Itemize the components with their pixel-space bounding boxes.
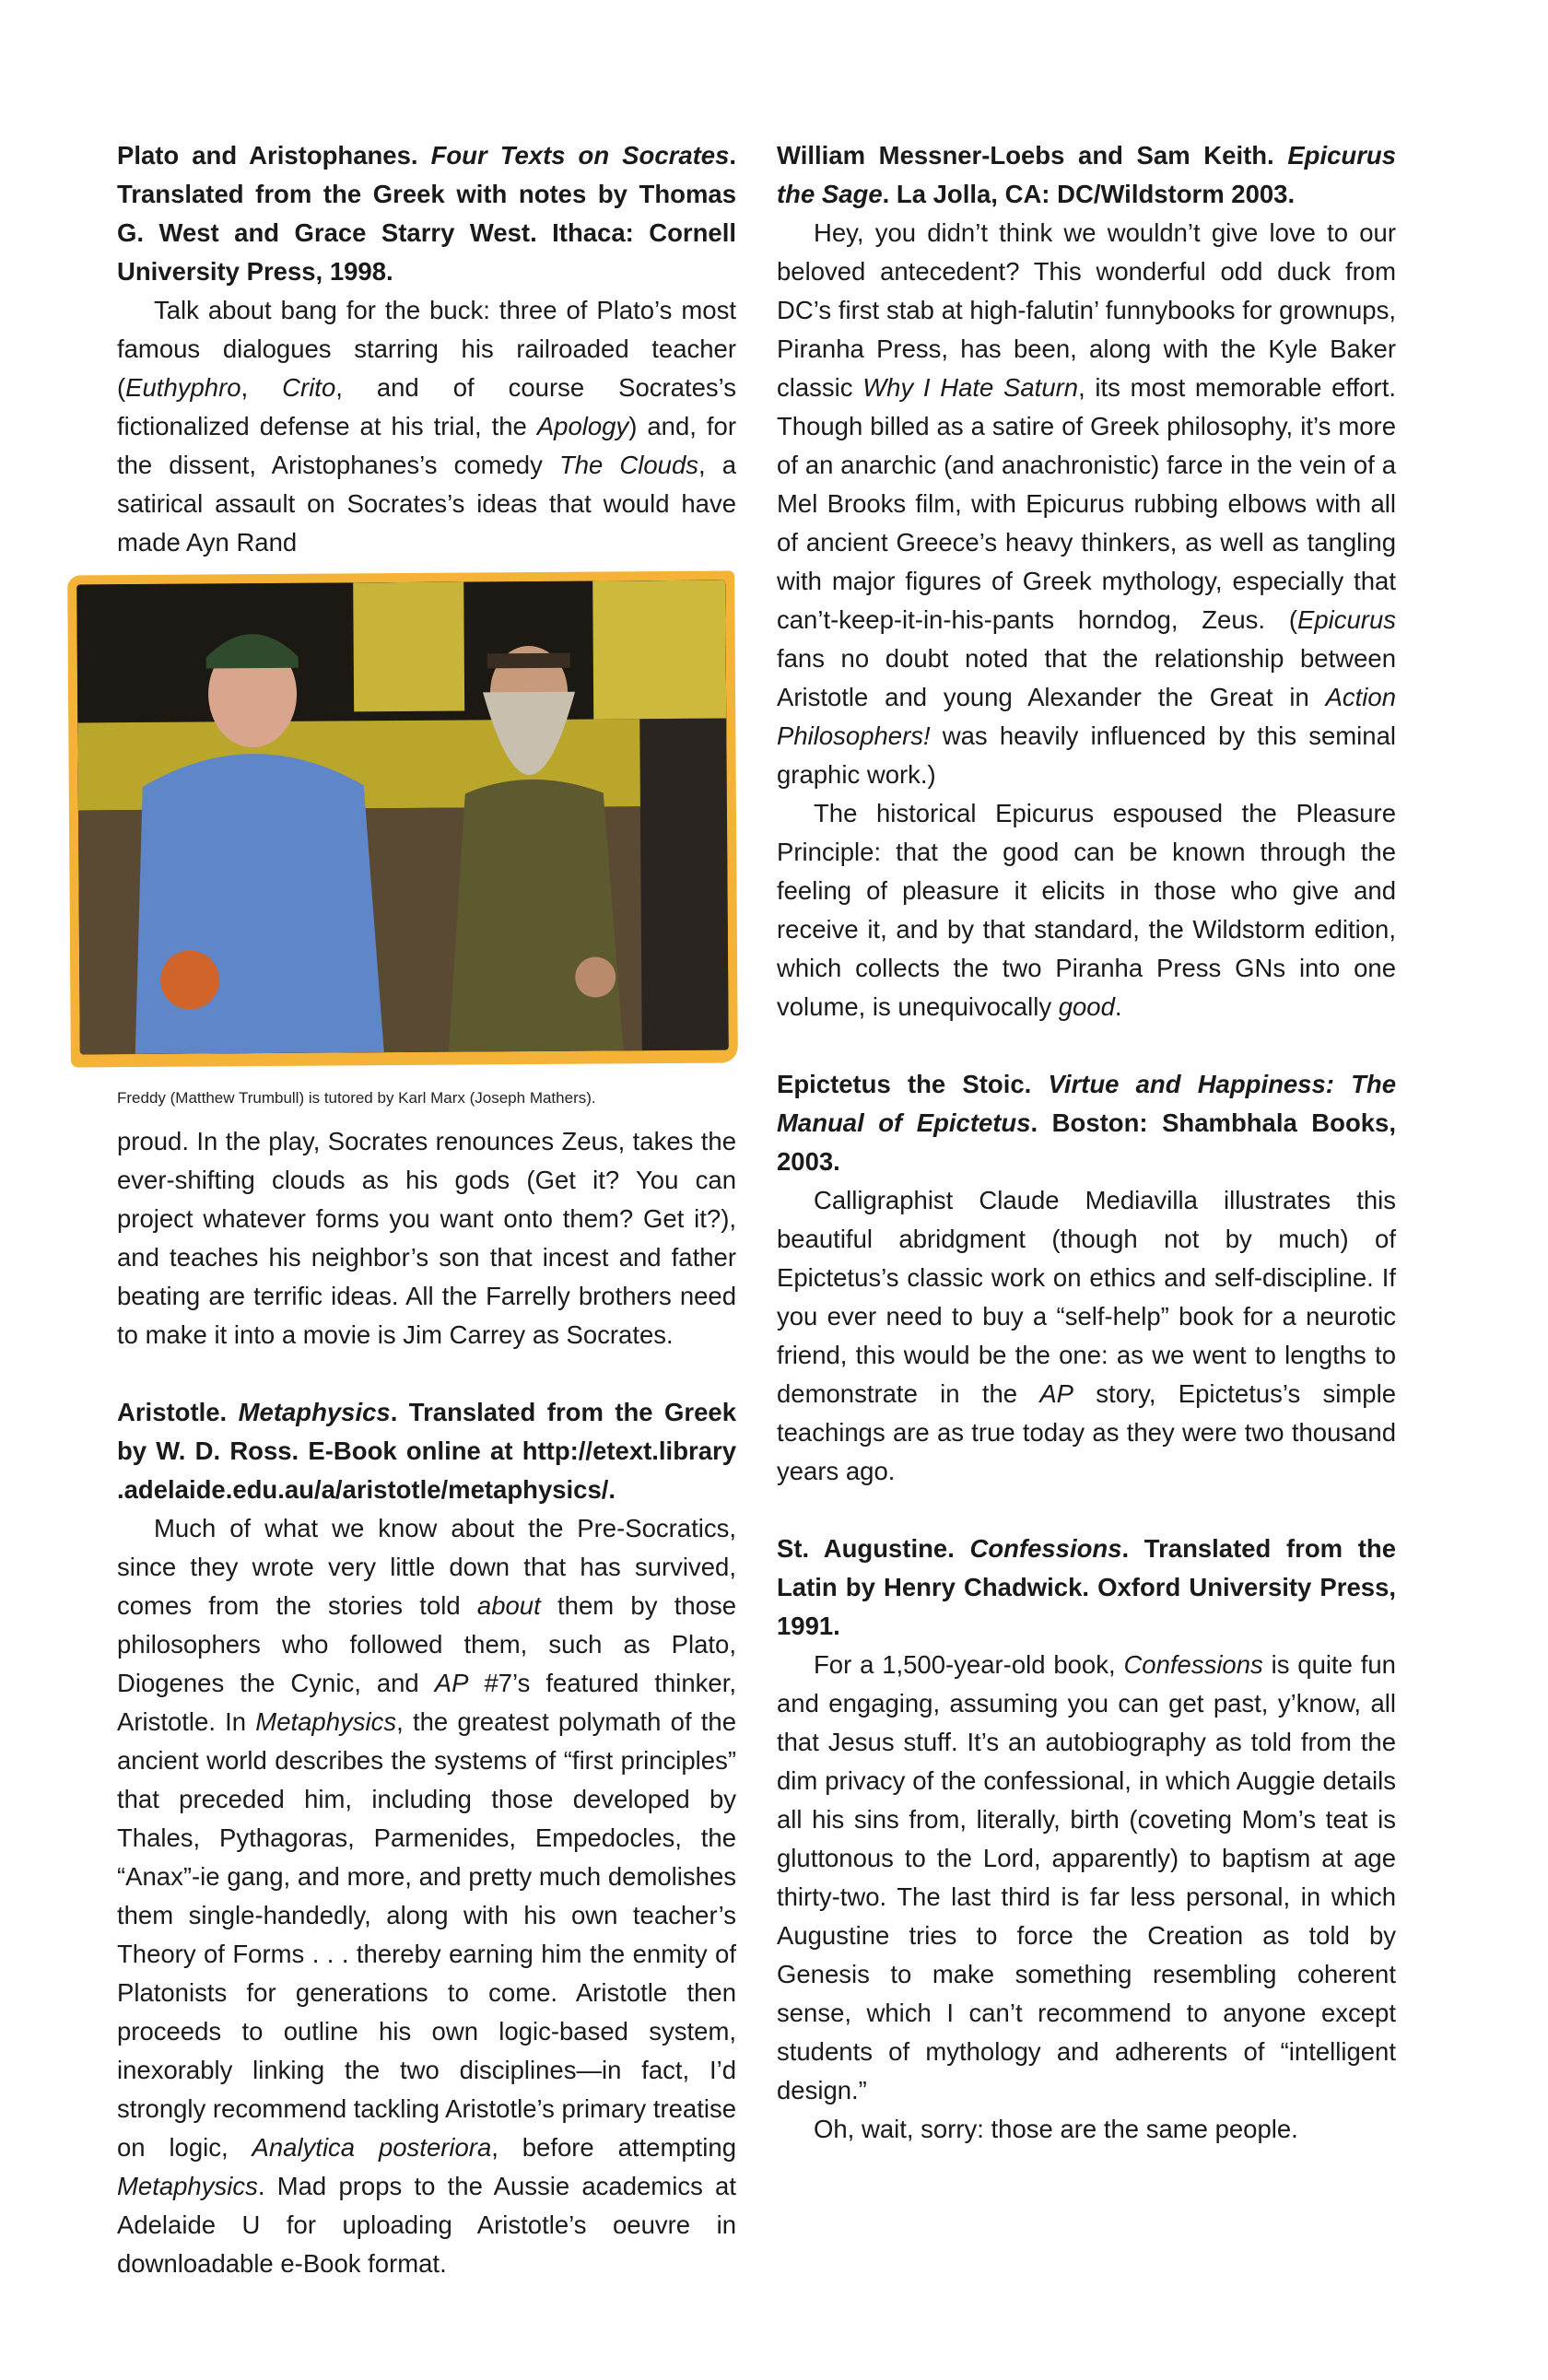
entry-heading bbox=[777, 136, 1396, 214]
entry-title: Epicurus the Sage bbox=[777, 141, 1396, 208]
entry-author: William Messner-Loebs and Sam Keith. bbox=[777, 141, 1274, 170]
entry-heading bbox=[777, 1065, 1396, 1181]
entry-publication: . Boston: Shambhala Books, 2003. bbox=[777, 1108, 1396, 1176]
entry-title: Four Texts on Socrates bbox=[430, 141, 730, 170]
entry-author: Aristotle. bbox=[117, 1398, 228, 1426]
photo-caption: Freddy (Matthew Trumbull) is tutored by Karl Marx (Joseph Mathers). bbox=[117, 1089, 596, 1107]
entry-paragraph: Oh, wait, sorry: those are the same people. bbox=[814, 2115, 1298, 2143]
entry-heading bbox=[117, 136, 736, 291]
entry-plato-aristophanes bbox=[117, 136, 736, 1354]
stage-photo bbox=[76, 580, 729, 1055]
entry-epictetus bbox=[777, 1065, 1396, 1491]
entry-title: Confessions bbox=[969, 1534, 1122, 1563]
entry-epicurus-the-sage bbox=[777, 136, 1396, 1026]
photo-frame bbox=[67, 570, 738, 1067]
entry-publication: . Translated from the Latin by Henry Chadwick. Oxford University Press, 1991. bbox=[777, 1534, 1396, 1640]
photo-figure bbox=[69, 573, 747, 1080]
left-column bbox=[117, 136, 736, 2283]
entry-paragraph: proud. In the play, Socrates renounces Zeus, takes the ever-shifting clouds as his gods (Get it? You can project whatever forms you want onto them? Get it?), and teaches his neighbor’s son that incest and father beating are terrific ideas. All the Farrelly brothers need to make it into a movie is Jim Carrey as Socrates. bbox=[117, 1127, 736, 1349]
entry-paragraph: Talk about bang for the buck: three of Plato’s most famous dialogues starring his railroaded teacher (Euthyphro, Crito, and of course Socrates’s fictionalized defense at his trial, the Apology) and, for the dissent, Aristophanes’s comedy The Clouds, a satirical assault on Socrates’s ideas that would have made Ayn Rand bbox=[117, 296, 737, 557]
entry-augustine bbox=[777, 1530, 1396, 2149]
entry-title: Virtue and Happiness: The Manual of Epictetus bbox=[777, 1070, 1397, 1137]
entry-paragraph: For a 1,500-year-old book, Confessions is quite fun and engaging, assuming you can get past, y’know, all that Jesus stuff. It’s an autobiography as told from the dim privacy of the confessional, in which Auggie details all his sins from, literally, birth (coveting Mom’s teat is gluttonous to the Lord, apparently) to baptism at age thirty-two. The last third is far less personal, in which Augustine tries to force the Creation as told by Genesis to make something resembling coherent sense, which I can’t recommend to anyone except students of mythology and adherents of “intelligent design.” bbox=[777, 1650, 1396, 2104]
entry-author: Epictetus the Stoic. bbox=[777, 1070, 1032, 1098]
entry-paragraph: The historical Epicurus espoused the Pleasure Principle: that the good can be known through the feeling of pleasure it elicits in those who give and receive it, and by that standard, the Wildstorm edition, which collects the two Piranha Press GNs into one volume, is unequivocally good. bbox=[777, 799, 1396, 1021]
entry-publication: . Translated from the Greek with notes by Thomas G. West and Grace Starry West. Ithaca: Cornell University Press, 1998. bbox=[117, 141, 736, 286]
entry-title: Metaphysics bbox=[238, 1398, 391, 1426]
stage-photo-illustration bbox=[76, 580, 729, 1055]
entry-author: St. Augustine. bbox=[777, 1534, 955, 1563]
entry-heading bbox=[117, 1393, 736, 1509]
entry-heading bbox=[777, 1530, 1396, 1646]
right-column bbox=[777, 136, 1396, 2149]
entry-publication: . La Jolla, CA: DC/Wildstorm 2003. bbox=[882, 180, 1296, 208]
entry-aristotle bbox=[117, 1393, 736, 2283]
entry-paragraph: Hey, you didn’t think we wouldn’t give love to our beloved antecedent? This wonderful odd duck from DC’s first stab at high-falutin’ funnybooks for grownups, Piranha Press, has been, along with the Kyle Baker classic Why I Hate Saturn, its most memorable effort. Though billed as a satire of Greek philosophy, it’s more of an anarchic (and anachronistic) farce in the vein of a Mel Brooks film, with Epicurus rubbing elbows with all of ancient Greece’s heavy thinkers, as well as tangling with major figures of Greek mythology, especially that can’t-keep-it-in-his-pants horndog, Zeus. (Epicurus fans no doubt noted that the relationship between Aristotle and young Alexander the Great in Action Philosophers! was heavily influenced by this seminal graphic work.) bbox=[777, 218, 1396, 789]
entry-publication: . Translated from the Greek by W. D. Ross. E-Book online at http://etext.library .adelaide.edu.au/a/aristotle/metaphysics/. bbox=[117, 1398, 737, 1504]
entry-author: Plato and Aristophanes. bbox=[117, 141, 418, 170]
entry-paragraph: Calligraphist Claude Mediavilla illustrates this beautiful abridgment (though not by much) of Epictetus’s classic work on ethics and self-discipline. If you ever need to buy a “self-help” book for a neurotic friend, this would be the one: as we went to lengths to demonstrate in the AP story, Epictetus’s simple teachings are as true today as they were two thousand years ago. bbox=[777, 1186, 1397, 1485]
entry-paragraph: Much of what we know about the Pre-Socratics, since they wrote very little down that has survived, comes from the stories told about them by those philosophers who followed them, such as Plato, Diogenes the Cynic, and AP #7’s featured thinker, Aristotle. In Metaphysics, the greatest polymath of the ancient world describes the systems of “first principles” that preceded him, including those developed by Thales, Pythagoras, Parmenides, Empedocles, the “Anax”-ie gang, and more, and pretty much demolishes them single-handedly, along with his own teacher’s Theory of Forms . . . thereby earning him the enmity of Platonists for generations to come. Aristotle then proceeds to outline his own logic-based system, inexorably linking the two disciplines—in fact, I’d strongly recommend tackling Aristotle’s primary treatise on logic, Analytica posteriora, before attempting Metaphysics. Mad props to the Aussie academics at Adelaide U for uploading Aristotle’s oeuvre in downloadable e-Book format. bbox=[117, 1514, 736, 2278]
